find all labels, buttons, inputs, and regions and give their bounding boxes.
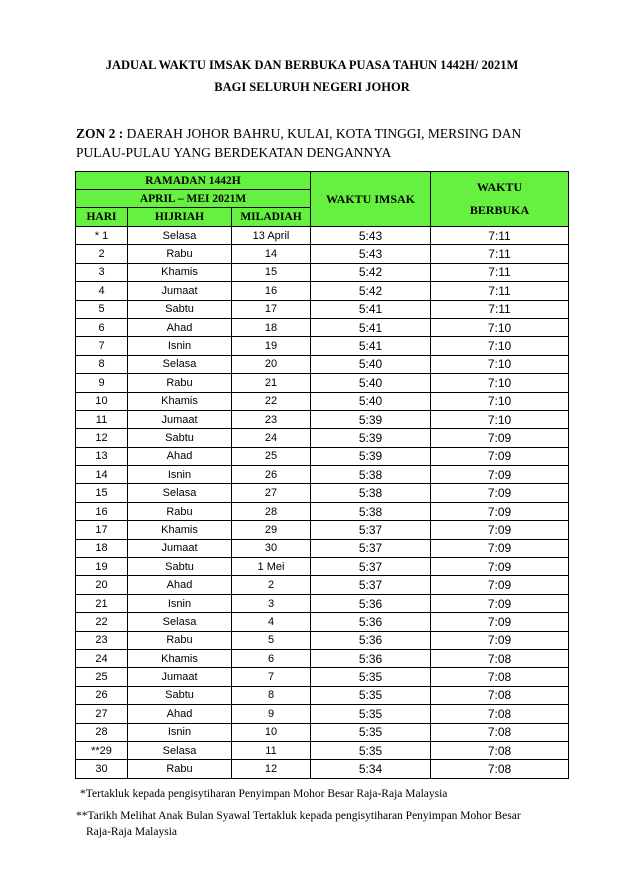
cell-hijriah: Sabtu bbox=[128, 686, 232, 704]
cell-hijriah: Rabu bbox=[128, 245, 232, 263]
cell-hari: 12 bbox=[76, 429, 128, 447]
cell-hijriah: Jumaat bbox=[128, 539, 232, 557]
cell-waktu-imsak: 5:43 bbox=[311, 227, 431, 245]
document-title-line1: JADUAL WAKTU IMSAK DAN BERBUKA PUASA TAHUN 1442H/ 2021M bbox=[105, 58, 519, 72]
cell-hari: 23 bbox=[76, 631, 128, 649]
cell-miladiah: 16 bbox=[232, 282, 311, 300]
cell-hijriah: Selasa bbox=[128, 227, 232, 245]
cell-waktu-berbuka: 7:09 bbox=[431, 594, 569, 612]
cell-hari: 19 bbox=[76, 558, 128, 576]
cell-waktu-imsak: 5:36 bbox=[311, 594, 431, 612]
cell-waktu-berbuka: 7:11 bbox=[431, 282, 569, 300]
cell-waktu-imsak: 5:42 bbox=[311, 282, 431, 300]
cell-hijriah: Jumaat bbox=[128, 668, 232, 686]
cell-miladiah: 14 bbox=[232, 245, 311, 263]
header-month: APRIL – MEI 2021M bbox=[76, 190, 311, 208]
cell-miladiah: 26 bbox=[232, 466, 311, 484]
table-row bbox=[76, 649, 569, 667]
cell-hari: 3 bbox=[76, 263, 128, 281]
table-row bbox=[76, 741, 569, 759]
cell-waktu-imsak: 5:36 bbox=[311, 631, 431, 649]
table-row bbox=[76, 613, 569, 631]
cell-waktu-imsak: 5:38 bbox=[311, 484, 431, 502]
header-hijriah: HIJRIAH bbox=[128, 208, 232, 227]
cell-waktu-berbuka: 7:08 bbox=[431, 668, 569, 686]
cell-waktu-imsak: 5:41 bbox=[311, 300, 431, 318]
cell-hijriah: Ahad bbox=[128, 576, 232, 594]
cell-waktu-berbuka: 7:10 bbox=[431, 355, 569, 373]
cell-miladiah: 24 bbox=[232, 429, 311, 447]
table-row bbox=[76, 447, 569, 465]
table-row bbox=[76, 631, 569, 649]
cell-waktu-imsak: 5:37 bbox=[311, 558, 431, 576]
cell-miladiah: 18 bbox=[232, 318, 311, 336]
cell-miladiah: 27 bbox=[232, 484, 311, 502]
cell-waktu-berbuka: 7:08 bbox=[431, 723, 569, 741]
schedule-table bbox=[75, 171, 569, 779]
table-row bbox=[76, 374, 569, 392]
cell-waktu-berbuka: 7:08 bbox=[431, 741, 569, 759]
cell-miladiah: 10 bbox=[232, 723, 311, 741]
cell-waktu-berbuka: 7:09 bbox=[431, 521, 569, 539]
cell-waktu-imsak: 5:35 bbox=[311, 686, 431, 704]
cell-miladiah: 7 bbox=[232, 668, 311, 686]
cell-waktu-berbuka: 7:08 bbox=[431, 760, 569, 778]
cell-miladiah: 22 bbox=[232, 392, 311, 410]
cell-waktu-imsak: 5:35 bbox=[311, 705, 431, 723]
footnote-2 bbox=[76, 808, 546, 840]
header-waktu-imsak: WAKTU IMSAK bbox=[311, 172, 431, 227]
header-miladiah: MILADIAH bbox=[232, 208, 311, 227]
cell-hari: 7 bbox=[76, 337, 128, 355]
cell-waktu-imsak: 5:34 bbox=[311, 760, 431, 778]
cell-hijriah: Selasa bbox=[128, 741, 232, 759]
cell-waktu-imsak: 5:39 bbox=[311, 410, 431, 428]
table-row bbox=[76, 282, 569, 300]
cell-miladiah: 12 bbox=[232, 760, 311, 778]
table-row bbox=[76, 484, 569, 502]
cell-hari: 8 bbox=[76, 355, 128, 373]
cell-hijriah: Khamis bbox=[128, 392, 232, 410]
cell-hari: 28 bbox=[76, 723, 128, 741]
table-row bbox=[76, 466, 569, 484]
cell-hari: 13 bbox=[76, 447, 128, 465]
cell-waktu-imsak: 5:42 bbox=[311, 263, 431, 281]
cell-hari: 2 bbox=[76, 245, 128, 263]
cell-miladiah: 23 bbox=[232, 410, 311, 428]
cell-waktu-imsak: 5:39 bbox=[311, 447, 431, 465]
document-title-line2: BAGI SELURUH NEGERI JOHOR bbox=[214, 80, 410, 94]
cell-hari: 20 bbox=[76, 576, 128, 594]
cell-hijriah: Jumaat bbox=[128, 282, 232, 300]
cell-miladiah: 8 bbox=[232, 686, 311, 704]
table-row bbox=[76, 668, 569, 686]
table-row bbox=[76, 558, 569, 576]
header-waktu-berbuka bbox=[431, 172, 569, 227]
cell-hijriah: Sabtu bbox=[128, 558, 232, 576]
cell-hijriah: Selasa bbox=[128, 355, 232, 373]
table-row bbox=[76, 392, 569, 410]
cell-hari: 24 bbox=[76, 649, 128, 667]
cell-waktu-berbuka: 7:09 bbox=[431, 631, 569, 649]
cell-hari: 30 bbox=[76, 760, 128, 778]
cell-hari: * 1 bbox=[76, 227, 128, 245]
cell-waktu-imsak: 5:36 bbox=[311, 613, 431, 631]
cell-hijriah: Khamis bbox=[128, 521, 232, 539]
cell-waktu-berbuka: 7:09 bbox=[431, 484, 569, 502]
cell-hijriah: Ahad bbox=[128, 318, 232, 336]
cell-waktu-berbuka: 7:10 bbox=[431, 374, 569, 392]
table-row bbox=[76, 429, 569, 447]
cell-waktu-imsak: 5:35 bbox=[311, 723, 431, 741]
cell-hijriah: Rabu bbox=[128, 374, 232, 392]
zone-text: DAERAH JOHOR BAHRU, KULAI, KOTA TINGGI, MERSING DAN PULAU-PULAU YANG BERDEKATAN DENGANNYA bbox=[76, 126, 522, 160]
cell-miladiah: 6 bbox=[232, 649, 311, 667]
cell-waktu-imsak: 5:35 bbox=[311, 668, 431, 686]
cell-miladiah: 25 bbox=[232, 447, 311, 465]
cell-hari: 6 bbox=[76, 318, 128, 336]
cell-waktu-berbuka: 7:09 bbox=[431, 576, 569, 594]
zone-label: ZON 2 : bbox=[76, 126, 124, 141]
cell-waktu-imsak: 5:35 bbox=[311, 741, 431, 759]
cell-waktu-berbuka: 7:09 bbox=[431, 558, 569, 576]
cell-hari: 15 bbox=[76, 484, 128, 502]
cell-hijriah: Ahad bbox=[128, 705, 232, 723]
zone-description bbox=[76, 124, 556, 162]
table-row bbox=[76, 705, 569, 723]
cell-hijriah: Jumaat bbox=[128, 410, 232, 428]
cell-miladiah: 28 bbox=[232, 502, 311, 520]
table-row bbox=[76, 227, 569, 245]
cell-miladiah: 9 bbox=[232, 705, 311, 723]
cell-hari: 18 bbox=[76, 539, 128, 557]
cell-hari: 17 bbox=[76, 521, 128, 539]
cell-waktu-imsak: 5:40 bbox=[311, 374, 431, 392]
cell-miladiah: 19 bbox=[232, 337, 311, 355]
cell-waktu-berbuka: 7:09 bbox=[431, 447, 569, 465]
table-row bbox=[76, 300, 569, 318]
cell-waktu-imsak: 5:38 bbox=[311, 466, 431, 484]
table-row bbox=[76, 576, 569, 594]
cell-waktu-berbuka: 7:10 bbox=[431, 392, 569, 410]
cell-hijriah: Khamis bbox=[128, 649, 232, 667]
header-berbuka-line1: WAKTU bbox=[476, 180, 523, 194]
cell-waktu-imsak: 5:43 bbox=[311, 245, 431, 263]
cell-hari: 25 bbox=[76, 668, 128, 686]
table-row bbox=[76, 263, 569, 281]
cell-miladiah: 5 bbox=[232, 631, 311, 649]
cell-hijriah: Rabu bbox=[128, 760, 232, 778]
table-row bbox=[76, 521, 569, 539]
cell-miladiah: 13 April bbox=[232, 227, 311, 245]
cell-hijriah: Khamis bbox=[128, 263, 232, 281]
cell-hijriah: Rabu bbox=[128, 502, 232, 520]
cell-hijriah: Sabtu bbox=[128, 429, 232, 447]
cell-waktu-imsak: 5:38 bbox=[311, 502, 431, 520]
cell-miladiah: 30 bbox=[232, 539, 311, 557]
cell-hari: 26 bbox=[76, 686, 128, 704]
table-row bbox=[76, 318, 569, 336]
cell-waktu-imsak: 5:41 bbox=[311, 337, 431, 355]
table-row bbox=[76, 502, 569, 520]
cell-hijriah: Isnin bbox=[128, 594, 232, 612]
cell-waktu-berbuka: 7:10 bbox=[431, 337, 569, 355]
cell-hari: 27 bbox=[76, 705, 128, 723]
cell-waktu-imsak: 5:37 bbox=[311, 576, 431, 594]
cell-waktu-berbuka: 7:08 bbox=[431, 649, 569, 667]
cell-waktu-imsak: 5:39 bbox=[311, 429, 431, 447]
cell-hari: 5 bbox=[76, 300, 128, 318]
cell-hari: 9 bbox=[76, 374, 128, 392]
table-row bbox=[76, 245, 569, 263]
cell-hijriah: Isnin bbox=[128, 466, 232, 484]
cell-waktu-berbuka: 7:11 bbox=[431, 300, 569, 318]
cell-waktu-berbuka: 7:08 bbox=[431, 686, 569, 704]
table-row bbox=[76, 760, 569, 778]
cell-waktu-berbuka: 7:09 bbox=[431, 539, 569, 557]
cell-hari: 10 bbox=[76, 392, 128, 410]
cell-miladiah: 1 Mei bbox=[232, 558, 311, 576]
table-row bbox=[76, 337, 569, 355]
header-berbuka-line2: BERBUKA bbox=[469, 203, 530, 217]
cell-hari: 16 bbox=[76, 502, 128, 520]
cell-hijriah: Ahad bbox=[128, 447, 232, 465]
cell-waktu-berbuka: 7:09 bbox=[431, 502, 569, 520]
header-ramadan: RAMADAN 1442H bbox=[76, 172, 311, 190]
table-row bbox=[76, 594, 569, 612]
header-hari: HARI bbox=[76, 208, 128, 227]
cell-hijriah: Rabu bbox=[128, 631, 232, 649]
cell-miladiah: 17 bbox=[232, 300, 311, 318]
cell-hijriah: Selasa bbox=[128, 613, 232, 631]
cell-waktu-berbuka: 7:08 bbox=[431, 705, 569, 723]
cell-hari: 21 bbox=[76, 594, 128, 612]
table-row bbox=[76, 686, 569, 704]
cell-waktu-berbuka: 7:11 bbox=[431, 245, 569, 263]
cell-waktu-berbuka: 7:09 bbox=[431, 466, 569, 484]
cell-hari: **29 bbox=[76, 741, 128, 759]
cell-miladiah: 29 bbox=[232, 521, 311, 539]
cell-hari: 22 bbox=[76, 613, 128, 631]
cell-hari: 4 bbox=[76, 282, 128, 300]
footnote-2-line2: Raja-Raja Malaysia bbox=[86, 826, 178, 838]
cell-waktu-imsak: 5:41 bbox=[311, 318, 431, 336]
table-row bbox=[76, 355, 569, 373]
cell-hari: 14 bbox=[76, 466, 128, 484]
cell-waktu-imsak: 5:40 bbox=[311, 392, 431, 410]
cell-waktu-imsak: 5:40 bbox=[311, 355, 431, 373]
cell-hari: 11 bbox=[76, 410, 128, 428]
cell-hijriah: Selasa bbox=[128, 484, 232, 502]
footnote-1: *Tertakluk kepada pengisytiharan Penyimpan Mohor Besar Raja-Raja Malaysia bbox=[80, 788, 448, 800]
cell-waktu-imsak: 5:37 bbox=[311, 521, 431, 539]
cell-waktu-berbuka: 7:10 bbox=[431, 410, 569, 428]
cell-miladiah: 15 bbox=[232, 263, 311, 281]
cell-miladiah: 20 bbox=[232, 355, 311, 373]
cell-waktu-berbuka: 7:10 bbox=[431, 318, 569, 336]
cell-miladiah: 21 bbox=[232, 374, 311, 392]
cell-hijriah: Isnin bbox=[128, 337, 232, 355]
cell-miladiah: 11 bbox=[232, 741, 311, 759]
cell-miladiah: 4 bbox=[232, 613, 311, 631]
cell-waktu-berbuka: 7:09 bbox=[431, 613, 569, 631]
cell-waktu-berbuka: 7:11 bbox=[431, 227, 569, 245]
cell-hijriah: Sabtu bbox=[128, 300, 232, 318]
cell-waktu-imsak: 5:36 bbox=[311, 649, 431, 667]
cell-miladiah: 2 bbox=[232, 576, 311, 594]
schedule-rows bbox=[76, 227, 569, 779]
cell-hijriah: Isnin bbox=[128, 723, 232, 741]
table-row bbox=[76, 410, 569, 428]
table-row bbox=[76, 723, 569, 741]
footnote-2-line1: **Tarikh Melihat Anak Bulan Syawal Tertakluk kepada pengisytiharan Penyimpan Mohor Besar bbox=[76, 810, 521, 822]
cell-waktu-imsak: 5:37 bbox=[311, 539, 431, 557]
table-row bbox=[76, 539, 569, 557]
cell-waktu-berbuka: 7:09 bbox=[431, 429, 569, 447]
cell-miladiah: 3 bbox=[232, 594, 311, 612]
cell-waktu-berbuka: 7:11 bbox=[431, 263, 569, 281]
